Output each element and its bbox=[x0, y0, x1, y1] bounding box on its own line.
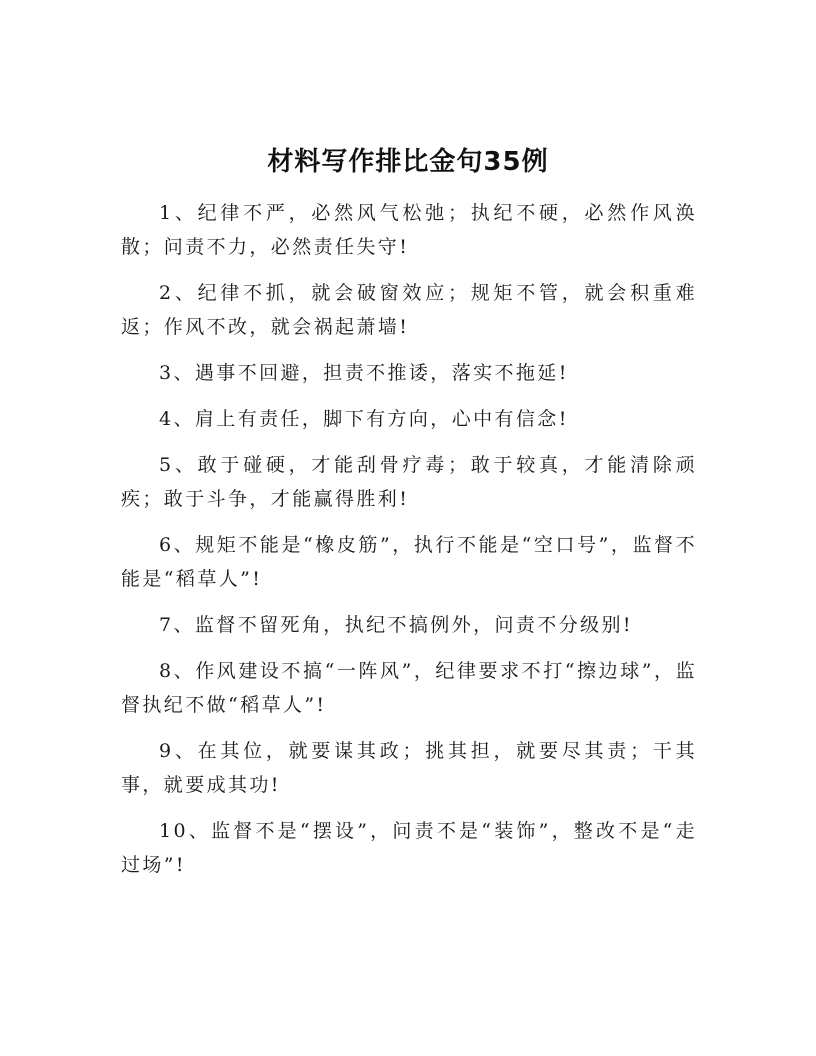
paragraph-3: 3、遇事不回避，担责不推诿，落实不拖延! bbox=[159, 362, 569, 384]
paragraph-5: 5、敢于碰硬，才能刮骨疗毒；敢于较真，才能清除顽疾；敢于斗争，才能赢得胜利! bbox=[121, 454, 697, 510]
paragraph-6: 6、规矩不能是“橡皮筋”，执行不能是“空口号”，监督不能是“稻草人”! bbox=[121, 534, 697, 590]
paragraph-10: 10、监督不是“摆设”，问责不是“装饰”，整改不是“走过场”! bbox=[121, 820, 697, 876]
document-title: 材料写作排比金句35例 bbox=[267, 147, 549, 177]
paragraph-8: 8、作风建设不搞“一阵风”，纪律要求不打“擦边球”，监督执纪不做“稻草人”! bbox=[121, 660, 697, 716]
paragraph-9: 9、在其位，就要谋其政；挑其担，就要尽其责；干其事，就要成其功! bbox=[121, 740, 697, 796]
paragraph-2: 2、纪律不抓，就会破窗效应；规矩不管，就会积重难返；作风不改，就会祸起萧墙! bbox=[121, 282, 697, 338]
paragraph-4: 4、肩上有责任，脚下有方向，心中有信念! bbox=[159, 408, 569, 430]
paragraph-1: 1、纪律不严，必然风气松弛；执纪不硬，必然作风涣散；问责不力，必然责任失守! bbox=[121, 202, 697, 258]
document-body bbox=[121, 196, 697, 894]
paragraph-7: 7、监督不留死角，执纪不搞例外，问责不分级别! bbox=[159, 614, 633, 636]
